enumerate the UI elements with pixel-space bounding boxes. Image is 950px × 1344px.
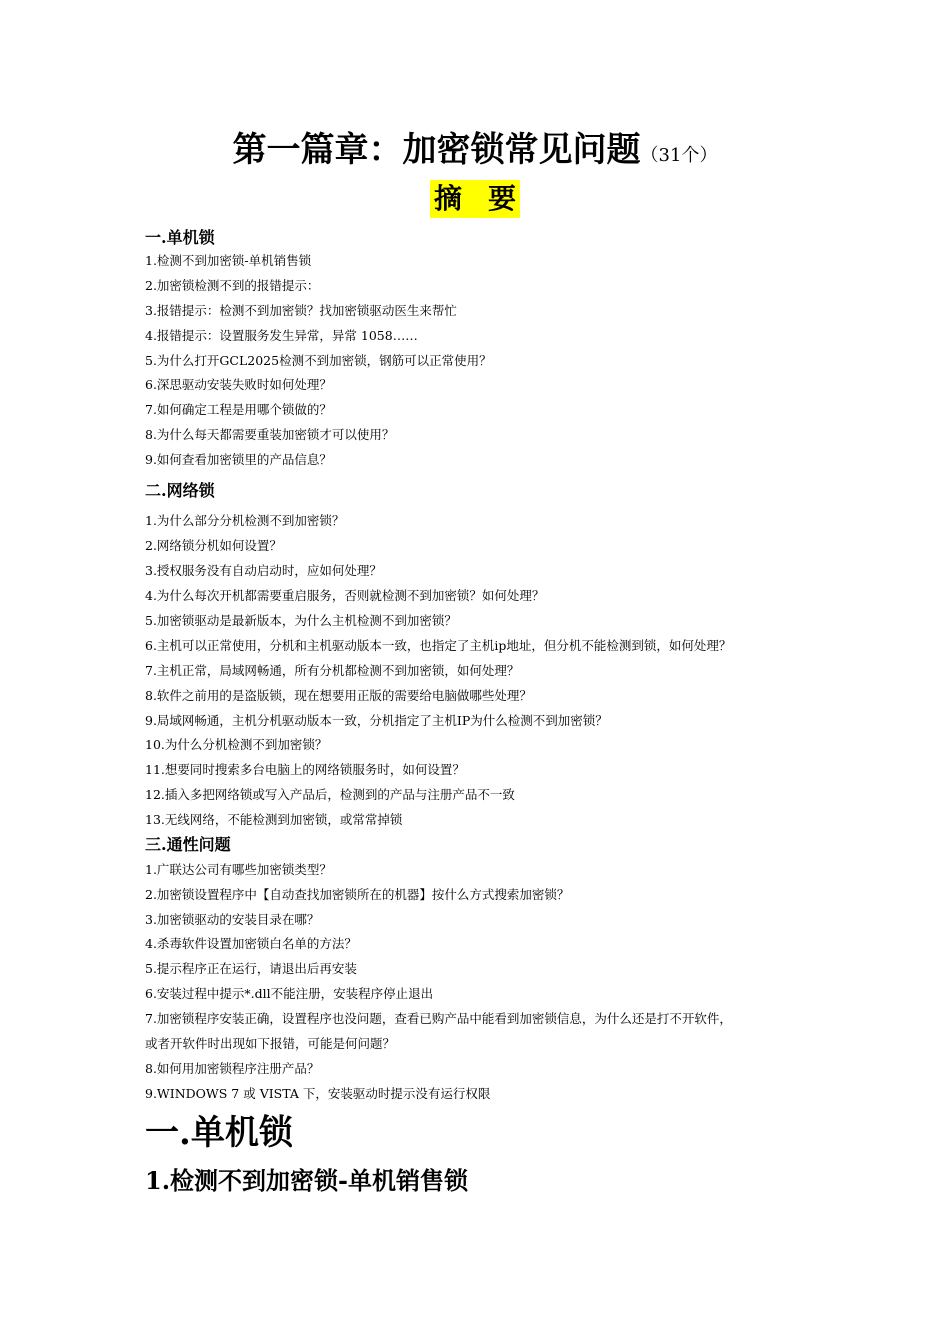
toc-item: 11.想要同时搜索多台电脑上的网络锁服务时，如何设置？ [145,762,465,777]
toc-item: 2.加密锁检测不到的报错提示： [145,278,320,293]
body-subheading: 1.检测不到加密锁-单机销售锁 [145,1166,469,1195]
toc-item: 8.为什么每天都需要重装加密锁才可以使用？ [145,427,395,442]
section-heading-network-lock: 二.网络锁 [145,481,215,500]
toc-item: 7.加密锁程序安装正确，设置程序也没问题，查看已购产品中能看到加密锁信息，为什么还是打不开软件， [145,1011,732,1026]
toc-item: 9.局域网畅通，主机分机驱动版本一致，分机指定了主机IP为什么检测不到加密锁？ [145,713,608,728]
body-heading: 一.单机锁 [145,1113,293,1153]
abstract-label-highlight [430,180,520,218]
toc-item: 9.如何查看加密锁里的产品信息？ [145,452,332,467]
toc-item: 8.如何用加密锁程序注册产品？ [145,1061,320,1076]
toc-item: 1.检测不到加密锁-单机销售锁 [145,253,312,268]
toc-item: 5.为什么打开GCL2025检测不到加密锁，钢筋可以正常使用？ [145,353,492,368]
toc-item: 6.主机可以正常使用，分机和主机驱动版本一致，也指定了主机ip地址，但分机不能检测到锁，如何处理？ [145,638,732,653]
toc-item: 4.为什么每次开机都需要重启服务，否则就检测不到加密锁？如何处理？ [145,588,545,603]
toc-item: 7.如何确定工程是用哪个锁做的？ [145,402,332,417]
toc-item: 13.无线网络，不能检测到加密锁，或常常掉锁 [145,812,403,827]
toc-item: 4.报错提示：设置服务发生异常，异常 1058…… [145,328,418,343]
toc-item: 1.广联达公司有哪些加密锁类型？ [145,862,332,877]
toc-item: 7.主机正常，局域网畅通，所有分机都检测不到加密锁，如何处理？ [145,663,520,678]
abstract-label-char-1: 摘 [433,182,488,215]
toc-item: 6.深思驱动安装失败时如何处理？ [145,377,332,392]
toc-item: 5.提示程序正在运行，请退出后再安装 [145,961,357,976]
section-heading-common-issues: 三.通性问题 [145,835,231,854]
toc-item: 12.插入多把网络锁或写入产品后，检测到的产品与注册产品不一致 [145,787,515,802]
abstract-label [0,180,950,218]
toc-item-continuation: 或者开软件时出现如下报错，可能是何问题？ [145,1036,396,1051]
section-heading-standalone-lock: 一.单机锁 [145,228,215,247]
page-title-count: （31个） [640,145,718,166]
toc-item: 2.网络锁分机如何设置？ [145,538,282,553]
page-title [0,128,950,178]
page-title-text: 第一篇章：加密锁常见问题 [232,130,641,170]
toc-item: 3.加密锁驱动的安装目录在哪？ [145,912,320,927]
toc-item: 10.为什么分机检测不到加密锁？ [145,737,328,752]
toc-item: 2.加密锁设置程序中【自动查找加密锁所在的机器】按什么方式搜索加密锁？ [145,887,570,902]
toc-item: 6.安装过程中提示*.dll不能注册，安装程序停止退出 [145,986,434,1001]
toc-item: 8.软件之前用的是盗版锁，现在想要用正版的需要给电脑做哪些处理？ [145,688,532,703]
toc-item: 3.授权服务没有自动启动时，应如何处理？ [145,563,382,578]
toc-item: 4.杀毒软件设置加密锁白名单的方法？ [145,936,357,951]
toc-item: 5.加密锁驱动是最新版本，为什么主机检测不到加密锁？ [145,613,457,628]
toc-item: 1.为什么部分分机检测不到加密锁？ [145,513,345,528]
toc-item: 3.报错提示：检测不到加密锁？找加密锁驱动医生来帮忙 [145,303,457,318]
toc-item: 9.WINDOWS 7 或 VISTA 下，安装驱动时提示没有运行权限 [145,1086,491,1101]
abstract-label-char-2: 要 [488,182,517,215]
